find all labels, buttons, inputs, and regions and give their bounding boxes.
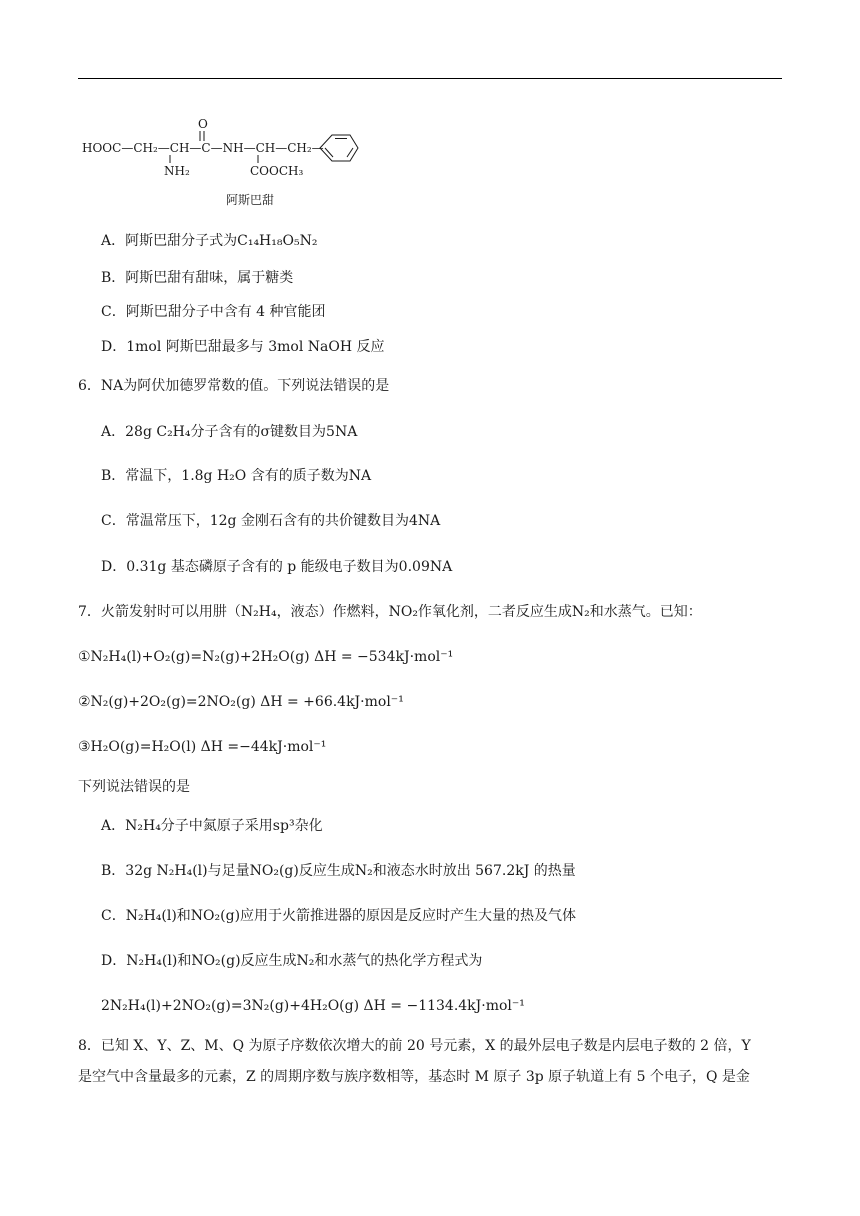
q8-line-1: 8．已知 X、Y、Z、M、Q 为原子序数依次增大的前 20 号元素，X 的最外层电子数是内层电子数的 2 倍，Y [78,1038,751,1054]
q7-equation-3: ③H₂O(g)=H₂O(l) ΔH =−44kJ·mol⁻¹ [78,739,327,755]
q7-equation-2: ②N₂(g)+2O₂(g)=2NO₂(g) ΔH = +66.4kJ·mol⁻¹ [78,694,404,710]
ester-group: COOCH₃ [250,164,304,178]
q7-stem: 7．火箭发射时可以用肼（N₂H₄，液态）作燃料，NO₂作氧化剂，二者反应生成N₂和水蒸气。已知： [78,604,702,620]
structure-caption: 阿斯巴甜 [226,193,275,207]
q5-option-d: D．1mol 阿斯巴甜最多与 3mol NaOH 反应 [101,339,385,355]
q7-option-c: C．N₂H₄(l)和NO₂(g)应用于火箭推进器的原因是反应时产生大量的热及气体 [101,908,577,924]
q7-option-d: D．N₂H₄(l)和NO₂(g)反应生成N₂和水蒸气的热化学方程式为 [101,953,483,969]
q7-equation-1: ①N₂H₄(l)+O₂(g)=N₂(g)+2H₂O(g) ΔH = −534kJ·mol⁻¹ [78,649,454,665]
q5-option-a: A．阿斯巴甜分子式为C₁₄H₁₈O₅N₂ [101,233,318,249]
carbonyl-oxygen: O [198,117,208,131]
q6-option-c: C．常温常压下，12g 金刚石含有的共价键数目为4NA [101,513,441,529]
q6-option-b: B．常温下，1.8g H₂O 含有的质子数为NA [101,468,372,484]
q5-option-c: C．阿斯巴甜分子中含有 4 种官能团 [101,304,326,320]
q8-line-2: 是空气中含量最多的元素，Z 的周期序数与族序数相等，基态时 M 原子 3p 原子轨道上有 5 个电子，Q 是金 [78,1069,750,1085]
q7-lead: 下列说法错误的是 [78,779,190,795]
q6-option-a: A．28g C₂H₄分子含有的σ键数目为5NA [101,424,358,440]
aspartame-structure [82,112,362,212]
q7-option-b: B．32g N₂H₄(l)与足量NO₂(g)反应生成N₂和液态水时放出 567.2kJ 的热量 [101,863,576,879]
amino-group: NH₂ [164,164,190,178]
main-chain-text: HOOC—CH₂—CH—C—NH—CH—CH₂— [82,141,324,155]
q7-option-a: A．N₂H₄分子中氮原子采用sp³杂化 [101,818,323,834]
header-rule [78,78,782,79]
q6-option-d: D．0.31g 基态磷原子含有的 p 能级电子数目为0.09NA [101,559,453,575]
q5-option-b: B．阿斯巴甜有甜味，属于糖类 [101,270,294,286]
q7-equation-4: 2N₂H₄(l)+2NO₂(g)=3N₂(g)+4H₂O(g) ΔH = −1134.4kJ·mol⁻¹ [101,998,525,1014]
q6-stem: 6．NA为阿伏加德罗常数的值。下列说法错误的是 [78,378,390,394]
